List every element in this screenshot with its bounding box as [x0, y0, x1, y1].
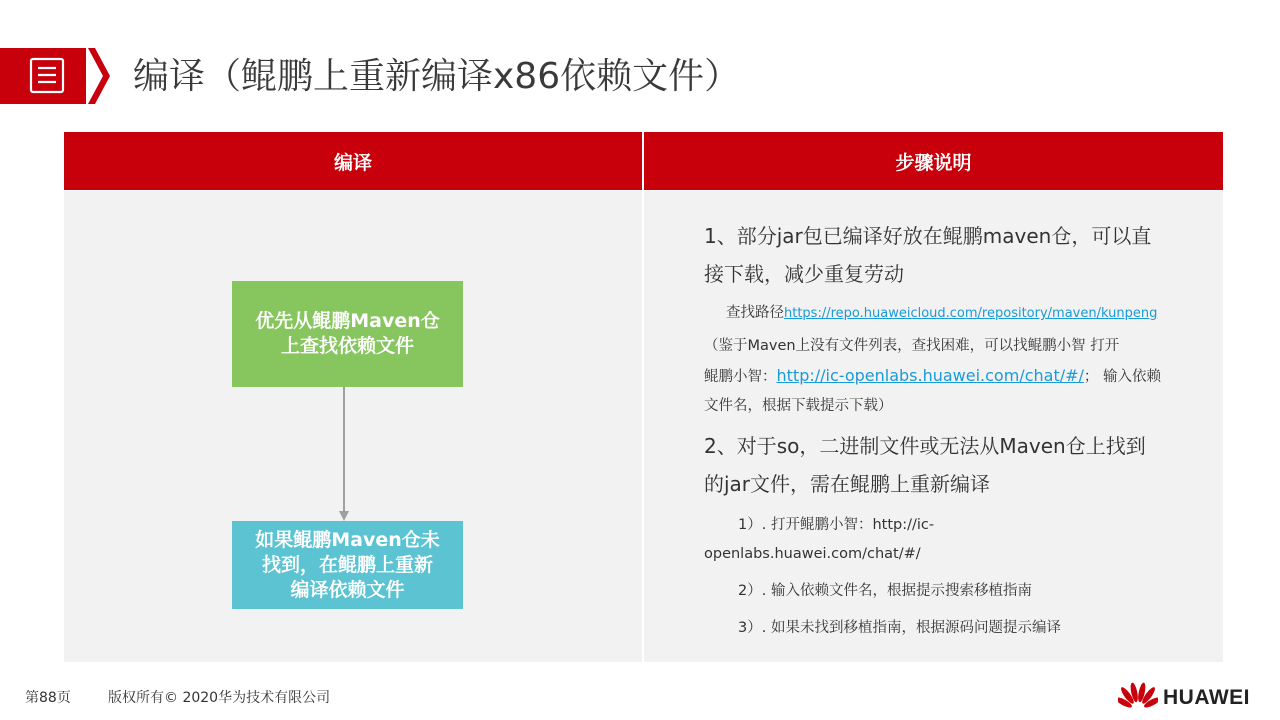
huawei-logo-text: HUAWEI [1163, 686, 1250, 709]
flow-box-top-line-2: 上查找依赖文件 [280, 335, 414, 357]
flow-box-bottom-line-2: 找到，在鲲鹏上重新 [261, 553, 433, 576]
note-suffix: ； 输入依赖 [1083, 369, 1162, 385]
flow-box-search-maven [232, 281, 463, 387]
copyright: 版权所有© 2020华为技术有限公司 [108, 690, 331, 706]
note-line-3: 文件名，根据下载提示下载） [704, 398, 893, 414]
flow-box-top-line-1: 优先从鲲鹏Maven仓 [255, 310, 440, 332]
page-number: 第88页 [25, 690, 71, 706]
sub-step-2: 2）. 输入依赖文件名，根据提示搜索移植指南 [738, 583, 1032, 599]
column-header-steps: 步骤说明 [644, 132, 1223, 190]
page-title: 编译（鲲鹏上重新编译x86依赖文件） [133, 56, 741, 97]
note-line-2 [704, 361, 1194, 392]
sub-step-1-line-1: 1）. 打开鲲鹏小智：http://ic- [738, 517, 935, 533]
steps-cell [644, 191, 1223, 662]
step-2-line-2: 的jar文件，需在鲲鹏上重新编译 [704, 472, 991, 496]
title-accent-band [0, 48, 110, 104]
sub-step-3: 3）. 如果未找到移植指南，根据源码问题提示编译 [738, 620, 1061, 636]
huawei-flower-icon [1118, 682, 1158, 714]
huawei-logo [1118, 682, 1250, 714]
column-header-compile: 编译 [64, 132, 642, 190]
flow-arrow-down [334, 387, 354, 522]
steps-text [704, 217, 1194, 643]
steps-table [64, 132, 1223, 662]
flow-box-recompile [232, 521, 463, 609]
kunpeng-chat-link[interactable]: http://ic-openlabs.huawei.com/chat/#/ [776, 366, 1084, 385]
step-2-line-1: 2、对于so，二进制文件或无法从Maven仓上找到 [704, 434, 1146, 458]
search-path-label: 查找路径 [726, 305, 784, 321]
note-prefix: 鲲鹏小智： [704, 369, 777, 385]
note-line-1: （鉴于Maven上没有文件列表，查找困难，可以找鲲鹏小智 打开 [704, 338, 1120, 354]
flow-box-bottom-line-3: 编译依赖文件 [290, 578, 405, 601]
step-1-line-2: 接下载，减少重复劳动 [704, 262, 904, 286]
kunpeng-maven-link[interactable]: https://repo.huaweicloud.com/repository/maven/kunpeng [784, 306, 1158, 321]
search-path-line [704, 299, 1194, 328]
sub-step-1-line-2: openlabs.huawei.com/chat/#/ [704, 546, 921, 562]
step-1-line-1: 1、部分jar包已编译好放在鲲鹏maven仓，可以直 [704, 224, 1152, 248]
flow-box-bottom-line-1: 如果鲲鹏Maven仓未 [255, 528, 440, 551]
